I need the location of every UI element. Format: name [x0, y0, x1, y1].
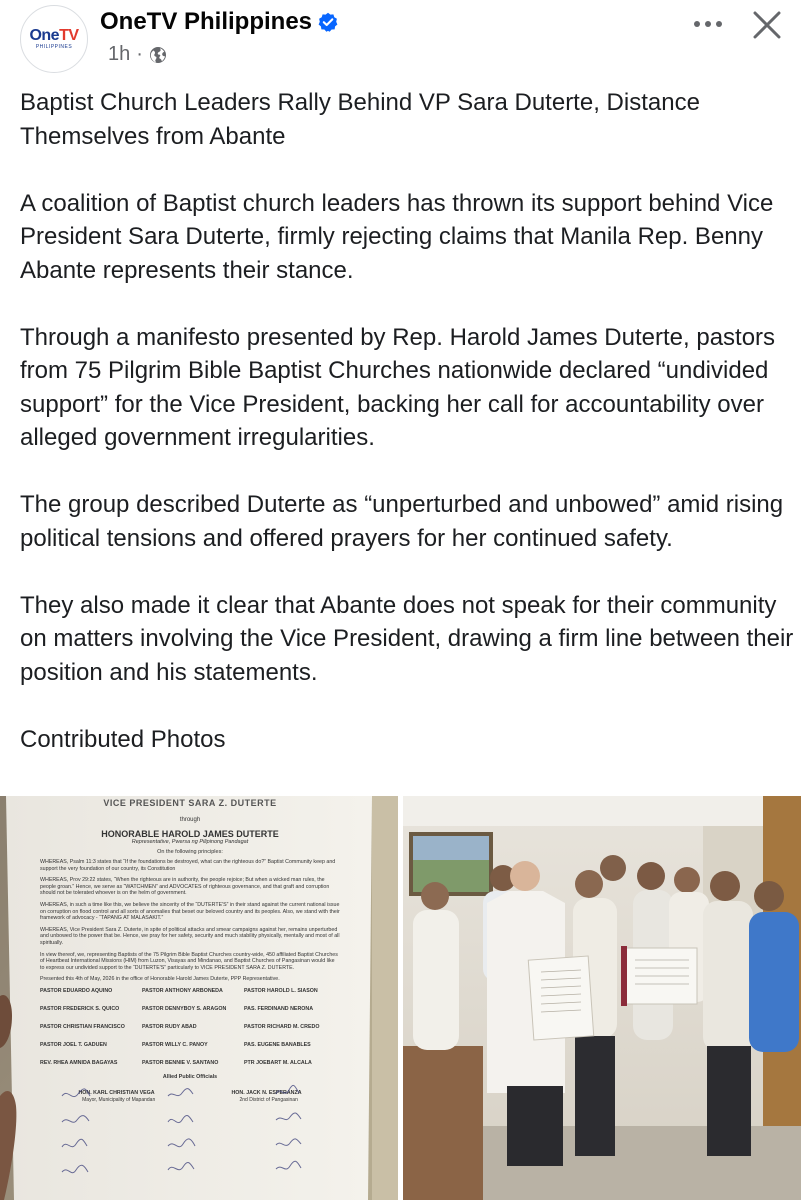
church-leaders-group-image [403, 796, 801, 1200]
doc-heading: VICE PRESIDENT SARA Z. DUTERTE [103, 798, 277, 808]
signatory: PASTOR EDUARDO AQUINO [40, 988, 113, 995]
photo-grid [0, 796, 801, 1200]
post-body [20, 86, 795, 756]
signatory: PASTOR RICHARD M. CREDO [244, 1024, 320, 1031]
post-time[interactable]: 1h [108, 43, 131, 65]
signatory: PAS. EUGENE BANABLES [244, 1042, 311, 1049]
post-paragraph: They also made it clear that Abante does not speak for their community on matters involving the Vice President, drawing a firm line between their position and his statements. [20, 591, 794, 686]
logo-subtitle: PHILIPPINES [35, 44, 73, 50]
dots-icon [693, 20, 723, 28]
page-avatar[interactable] [20, 5, 88, 73]
signatory: PASTOR RUDY ABAD [142, 1024, 197, 1031]
doc-role: Representative, Pwersa ng Pilipinong Pandagat [131, 839, 249, 845]
page-name-row [100, 8, 338, 36]
signatory: PASTOR JOEL T. GADUEN [40, 1042, 107, 1049]
signatory: PASTOR CHRISTIAN FRANCISCO [40, 1024, 125, 1031]
official-role: 2nd District of Pangasinan [239, 1097, 298, 1104]
doc-whereas: In view thereof, we, representing Baptists of the 75 Pilgrim Bible Baptist Churches country-wide, 450 affiliated Baptist Churches of Heartbeat International Missions (HIM) from Luzon, Visayas and Mindanao, and Baptist Churches of Pangasinan would like to express our undivided support to the “DUTERTE'S” particularly to VICE PRESIDENT SARA Z. DUTERTE. [40, 951, 338, 971]
doc-whereas: WHEREAS, Prov 29:22 states, “When the righteous are in authority, the people rejoice; But when a wicked man rules, the people groan.” Hence, we serve as “WATCHMEN” and ADVOCATES of righteous governance, and that graft and corruption should not be tolerated whoever is on the helm of government. [40, 877, 330, 897]
post-headline: Baptist Church Leaders Rally Behind VP Sara Duterte, Distance Themselves from Abante [20, 89, 700, 150]
verified-badge-icon [318, 12, 338, 32]
signatory: PASTOR WILLY C. PANOY [142, 1042, 208, 1049]
signature-scribbles [0, 796, 398, 1200]
doc-whereas: WHEREAS, Psalm 11:3 states that “If the foundations be destroyed, what can the righteous do?” Baptist Community keep and support the very foundation of our country, its Constitution [40, 859, 336, 872]
doc-through: through [179, 817, 201, 823]
signatory: PASTOR DENNYBOY S. ARAGON [142, 1006, 227, 1013]
doc-principles: On the following principles: [157, 849, 223, 855]
post-paragraph: A coalition of Baptist church leaders has thrown its support behind Vice President Sara Duterte, firmly rejecting claims that Manila Rep. Benny Abante represents their stance. [20, 189, 774, 284]
signatory: REV. RHEA AMNIDA BAGAYAS [40, 1060, 118, 1067]
post-paragraph: The group described Duterte as “unperturbed and unbowed” amid rising political tensions and offered prayers for her continued safety. [20, 491, 784, 552]
doc-whereas: WHEREAS, in such a time like this, we believe the sincerity of the “DUTERTE'S” in their stand against the current national issue on corruption on flood control and all sorts of anomalies that beset our beloved country and its peoples. Also, we stand with their framework of advocacy - “TAPANG AT MALASAKIT.” [40, 901, 340, 922]
meta-separator: · [136, 43, 143, 65]
post-header [0, 0, 801, 80]
more-options-icon[interactable] [690, 10, 726, 38]
official: HON. JACK N. ESPERANZA [231, 1090, 302, 1097]
doc-name: HONORABLE HAROLD JAMES DUTERTE [101, 829, 279, 839]
group-photo[interactable] [403, 796, 801, 1200]
signatory: PAS. FERDINAND NERONA [244, 1006, 314, 1013]
close-icon[interactable] [748, 6, 786, 44]
doc-affixed: Allied Public Officials [162, 1074, 218, 1081]
post-paragraph: Through a manifesto presented by Rep. Harold James Duterte, pastors from 75 Pilgrim Bible Baptist Churches nationwide declared “undivided support” for the Vice President, backing her call for accountability over alleged government irregularities. [20, 323, 776, 451]
doc-whereas: WHEREAS, Vice President Sara Z. Duterte, in spite of political attacks and smear campaigns against her, remains unperturbed and unbowed to the power that be. Hence, we pray for her safety, security and much stability physically, mentally and most of all spiritually. [40, 926, 340, 946]
official: HON. KARL CHRISTIAN VEGA [78, 1090, 155, 1097]
post-meta [108, 43, 167, 66]
signatory: PASTOR BENNIE V. SANTANO [142, 1060, 219, 1067]
manifesto-photo[interactable] [0, 796, 398, 1200]
signatory: PASTOR FREDERICK S. QUICO [40, 1006, 120, 1013]
globe-icon [149, 46, 167, 64]
doc-presented: Presented this 4th of May, 2026 in the office of Honorable Harold James Duterte, PPP Representative. [40, 976, 280, 983]
signatory: PASTOR HAROLD L. SIASON [244, 988, 318, 995]
x-icon [752, 10, 782, 40]
official-role: Mayor, Municipality of Mapandan [82, 1097, 156, 1104]
page-name[interactable]: OneTV Philippines [100, 8, 313, 35]
photo-caption: Contributed Photos [20, 725, 226, 753]
signatory: PASTOR ANTHONY ARBONEDA [142, 988, 223, 995]
signatory: PTR JOEBART M. ALCALA [244, 1060, 312, 1067]
onetv-logo: OneTV [29, 27, 79, 44]
